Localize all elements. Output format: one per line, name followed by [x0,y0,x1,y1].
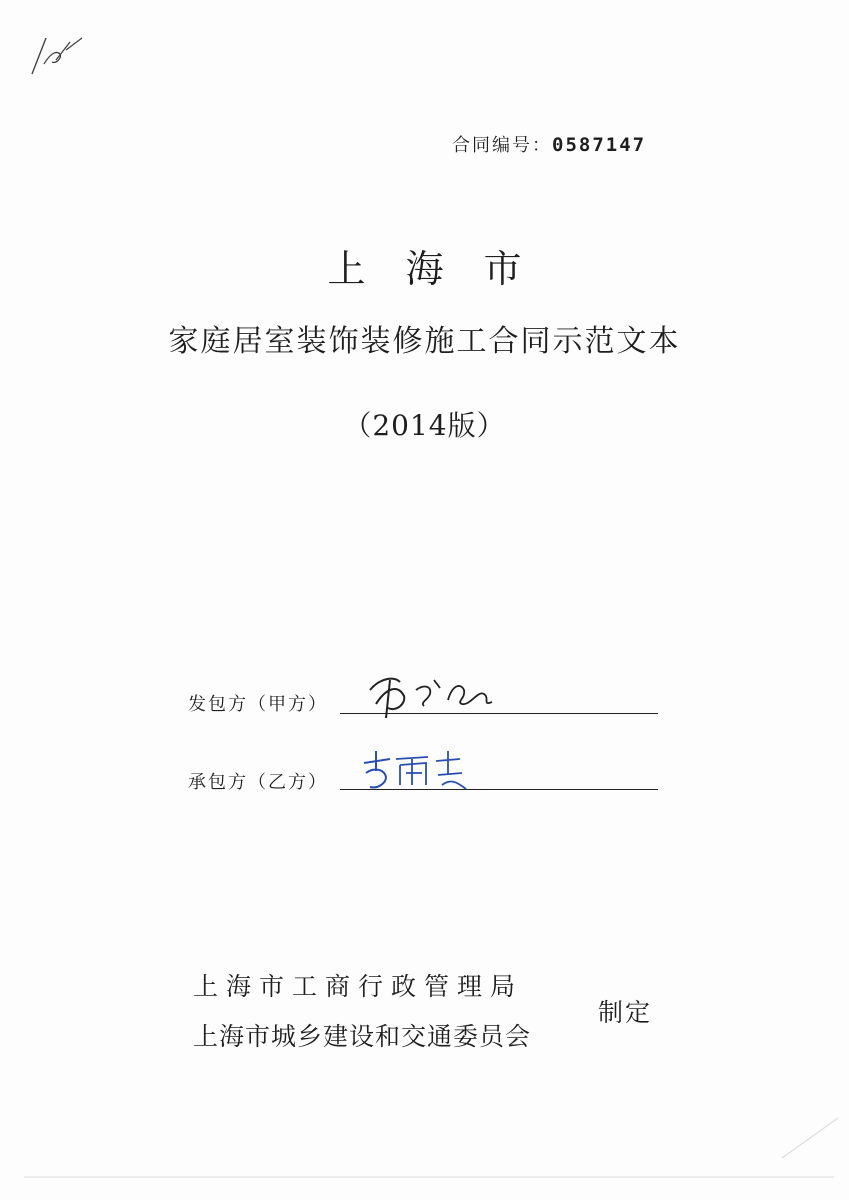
party-b-handwritten-signature [356,745,476,795]
issuer-industry-commerce-bureau: 上海市工商行政管理局 [193,972,524,1001]
contract-number [452,131,646,157]
contract-number-value: 0587147 [552,134,647,156]
party-a-handwritten-signature [360,660,510,720]
handwritten-corner-mark [26,24,90,80]
made-by-label: 制定 [598,998,653,1027]
party-b-label: 承包方（乙方） [188,772,328,793]
scan-edge-line [24,1176,834,1178]
contract-number-label: 合同编号： [452,135,552,156]
document-edition: （2014版） [343,409,506,442]
document-title: 家庭居室装饰装修施工合同示范文本 [168,324,681,359]
issuer-construction-transport-committee: 上海市城乡建设和交通委员会 [193,1022,532,1051]
party-a-label: 发包方（甲方） [188,694,328,715]
scan-artifact [780,1110,840,1160]
title-city: 上海市 [327,247,562,291]
